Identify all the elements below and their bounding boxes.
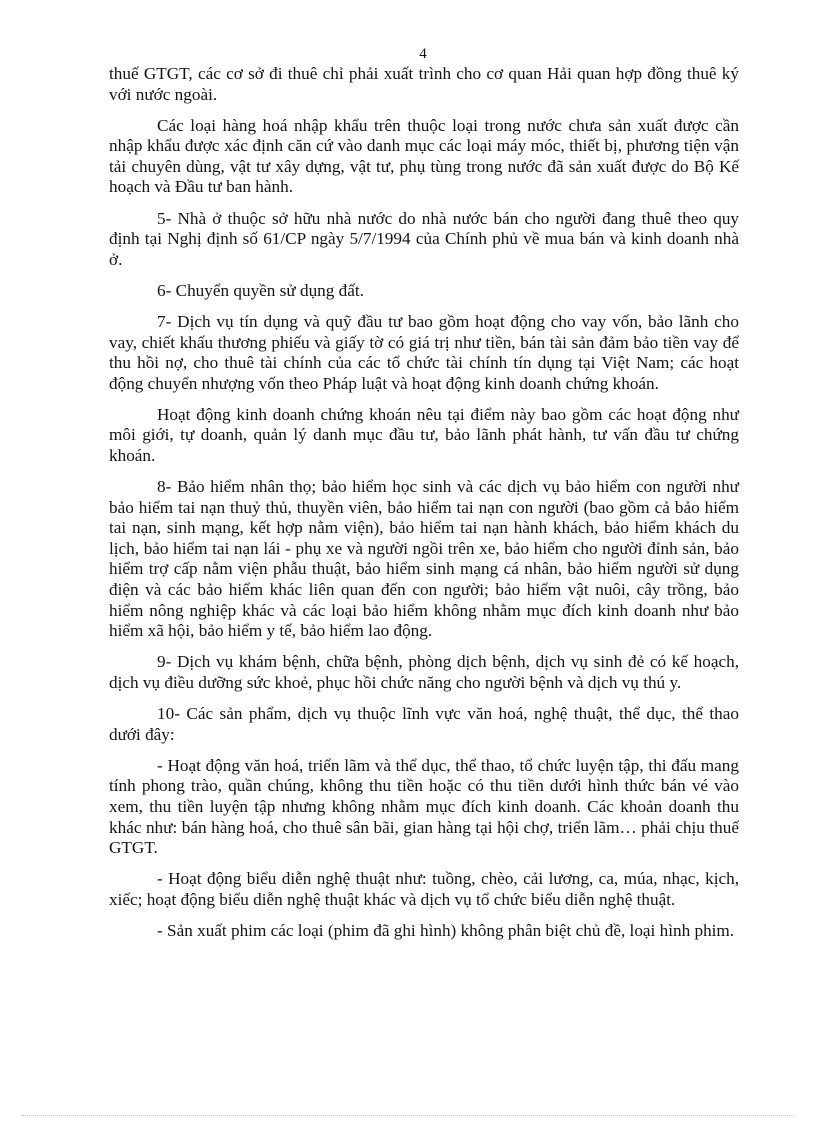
page-bottom-divider xyxy=(22,1115,794,1116)
paragraph-item-9-medical-services: 9- Dịch vụ khám bệnh, chữa bệnh, phòng dịch bệnh, dịch vụ sinh đẻ có kế hoạch, dịch vụ điều dưỡng sức khoẻ, phục hồi chức năng cho người bệnh và dịch vụ thú y. xyxy=(109,652,739,692)
paragraph-item-10-culture-sports: 10- Các sản phẩm, dịch vụ thuộc lĩnh vực văn hoá, nghệ thuật, thể dục, thể thao dưới đây: xyxy=(109,704,739,744)
paragraph-import-goods: Các loại hàng hoá nhập khẩu trên thuộc loại trong nước chưa sản xuất được cần nhập khẩu được xác định căn cứ vào danh mục các loại máy móc, thiết bị, phương tiện vận tải chuyên dùng, vật tư xây dựng, vật tư, phụ tùng trong nước đã sản xuất được do Bộ Kế hoạch và Đầu tư ban hành. xyxy=(109,115,739,197)
document-body xyxy=(109,64,739,952)
paragraph-continuation: thuế GTGT, các cơ sở đi thuê chỉ phải xuất trình cho cơ quan Hải quan hợp đồng thuê ký với nước ngoài. xyxy=(109,64,739,104)
paragraph-film-production: - Sản xuất phim các loại (phim đã ghi hình) không phân biệt chủ đề, loại hình phim. xyxy=(157,920,735,940)
paragraph-performing-arts: - Hoạt động biểu diễn nghệ thuật như: tuồng, chèo, cải lương, ca, múa, nhạc, kịch, xiếc; hoạt động biểu diễn nghệ thuật khác và dịch vụ tổ chức biểu diễn nghệ thuật. xyxy=(109,869,739,909)
paragraph-culture-activities: - Hoạt động văn hoá, triển lãm và thể dục, thể thao, tổ chức luyện tập, thi đấu mang tính phong trào, quần chúng, không thu tiền hoặc có thu tiền dưới hình thức bán vé vào xem, thu tiền luyện tập nhưng không nhằm mục đích kinh doanh. Các khoản doanh thu khác như: bán hàng hoá, cho thuê sân bãi, gian hàng tại hội chợ, triển lãm… phải chịu thuế GTGT. xyxy=(109,755,739,858)
paragraph-item-7-credit-services: 7- Dịch vụ tín dụng và quỹ đầu tư bao gồm hoạt động cho vay vốn, bảo lãnh cho vay, chiết khấu thương phiếu và giấy tờ có giá trị như tiền, bán tài sản đảm bảo tiền vay để thu hồi nợ, cho thuê tài chính của các tổ chức tài chính tín dụng tại Việt Nam; các hoạt động chuyển nhượng vốn theo Pháp luật và hoạt động kinh doanh chứng khoán. xyxy=(109,311,739,393)
paragraph-item-8-insurance: 8- Bảo hiểm nhân thọ; bảo hiểm học sinh và các dịch vụ bảo hiểm con người như bảo hiểm tai nạn thuỷ thủ, thuyền viên, bảo hiểm tai nạn con người (bao gồm cả bảo hiểm tai nạn, sinh mạng, kết hợp nằm viện), bảo hiểm tai nạn hành khách, bảo hiểm khách du lịch, bảo hiểm tai nạn lái - phụ xe và người ngồi trên xe, bảo hiểm cho người đỉnh sản, bảo hiểm trợ cấp nằm viện phẫu thuật, bảo hiểm sinh mạng cá nhân, bảo hiểm người sử dụng điện và các bảo hiểm khác liên quan đến con người; bảo hiểm vật nuôi, cây trồng, bảo hiểm nông nghiệp khác và các loại bảo hiểm không nhằm mục đích kinh doanh như bảo hiểm xã hội, bảo hiểm y tế, bảo hiểm lao động. xyxy=(109,477,739,641)
paragraph-securities-activities: Hoạt động kinh doanh chứng khoán nêu tại điểm này bao gồm các hoạt động như môi giới, tự doanh, quản lý danh mục đầu tư, bảo lãnh phát hành, tư vấn đầu tư chứng khoán. xyxy=(109,404,739,465)
paragraph-item-6-land-use-rights: 6- Chuyển quyền sử dụng đất. xyxy=(157,280,364,300)
page-number: 4 xyxy=(419,46,427,62)
paragraph-item-5-state-housing: 5- Nhà ở thuộc sở hữu nhà nước do nhà nước bán cho người đang thuê theo quy định tại Nghị định số 61/CP ngày 5/7/1994 của Chính phủ về mua bán và kinh doanh nhà ở. xyxy=(109,208,739,269)
